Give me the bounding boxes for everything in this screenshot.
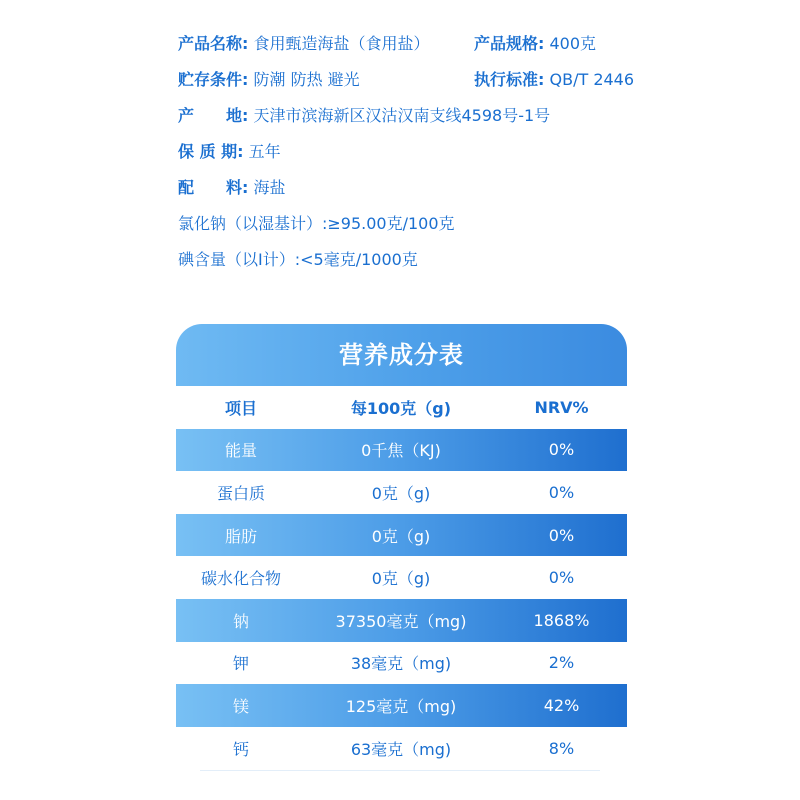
- row-amount: 37350毫克（mg): [335, 611, 467, 631]
- nutrition-table: [176, 324, 627, 769]
- column-header-item: 项目: [224, 398, 257, 418]
- storage-value: 防潮 防热 避光: [253, 70, 360, 89]
- row-amount: 125毫克（mg): [345, 696, 457, 716]
- row-item: 钾: [232, 654, 249, 674]
- product-name-value: 食用甄造海盐（食用盐）: [253, 34, 430, 53]
- row-amount: 0克（g): [371, 483, 431, 503]
- ingredients-value: 海盐: [253, 178, 286, 197]
- info-row-name: [178, 30, 778, 66]
- row-nrv: 2%: [548, 653, 575, 673]
- column-header-nrv: NRV%: [534, 397, 589, 417]
- row-item: 镁: [232, 696, 249, 716]
- spec-group: [474, 30, 596, 58]
- standard-group: [474, 66, 634, 94]
- table-row: [176, 556, 627, 599]
- row-item: 钙: [232, 739, 249, 759]
- nacl-text: 氯化钠（以湿基计）:≥95.00克/100克: [178, 214, 455, 233]
- ingredients-label: 配 料:: [178, 178, 249, 197]
- row-amount: 0克（g): [371, 569, 431, 589]
- info-row-ingredients: [178, 174, 778, 210]
- row-nrv: 0%: [548, 525, 575, 545]
- row-item: 脂肪: [224, 526, 257, 546]
- origin-label: 产 地:: [178, 106, 249, 125]
- iodine-text: 碘含量（以I计）:<5毫克/1000克: [178, 250, 418, 269]
- row-item: 蛋白质: [216, 483, 265, 503]
- info-row-nacl: [178, 210, 778, 246]
- table-row: [176, 429, 627, 472]
- column-header-amount: 每100克（g): [350, 398, 452, 418]
- row-nrv: 8%: [548, 738, 575, 758]
- nutrition-table-title: 营养成分表: [176, 324, 627, 386]
- origin-value: 天津市滨海新区汉沽汉南支线4598号-1号: [253, 106, 551, 125]
- info-row-shelf-life: [178, 138, 778, 174]
- row-amount: 0千焦（KJ): [361, 441, 441, 461]
- row-nrv: 0%: [548, 482, 575, 502]
- table-row: [176, 599, 627, 642]
- shelf-life-value: 五年: [248, 142, 281, 161]
- product-info: [178, 30, 778, 282]
- row-item: 钠: [232, 611, 249, 631]
- row-item: 碳水化合物: [200, 569, 281, 589]
- storage-label: 贮存条件:: [178, 70, 249, 89]
- row-nrv: 0%: [548, 440, 575, 460]
- standard-label: 执行标准:: [474, 70, 545, 89]
- shelf-life-label: 保 质 期:: [178, 142, 244, 161]
- nutrition-rows: [176, 386, 627, 769]
- row-nrv: 0%: [548, 568, 575, 588]
- spec-value: 400克: [549, 34, 597, 53]
- table-row: [176, 684, 627, 727]
- row-nrv: 42%: [543, 695, 580, 715]
- spec-label: 产品规格:: [474, 34, 545, 53]
- info-row-iodine: [178, 246, 778, 282]
- row-nrv: 1868%: [533, 610, 590, 630]
- bottom-divider: [200, 770, 600, 771]
- standard-value: QB/T 2446: [549, 70, 635, 89]
- info-row-origin: [178, 102, 778, 138]
- row-amount: 63毫克（mg): [350, 739, 452, 759]
- table-header-row: [176, 386, 627, 429]
- product-name-label: 产品名称:: [178, 34, 249, 53]
- table-row: [176, 471, 627, 514]
- table-row: [176, 642, 627, 685]
- row-item: 能量: [224, 441, 257, 461]
- info-row-storage: [178, 66, 778, 102]
- table-row: [176, 514, 627, 557]
- row-amount: 0克（g): [371, 526, 431, 546]
- row-amount: 38毫克（mg): [350, 654, 452, 674]
- table-row: [176, 727, 627, 770]
